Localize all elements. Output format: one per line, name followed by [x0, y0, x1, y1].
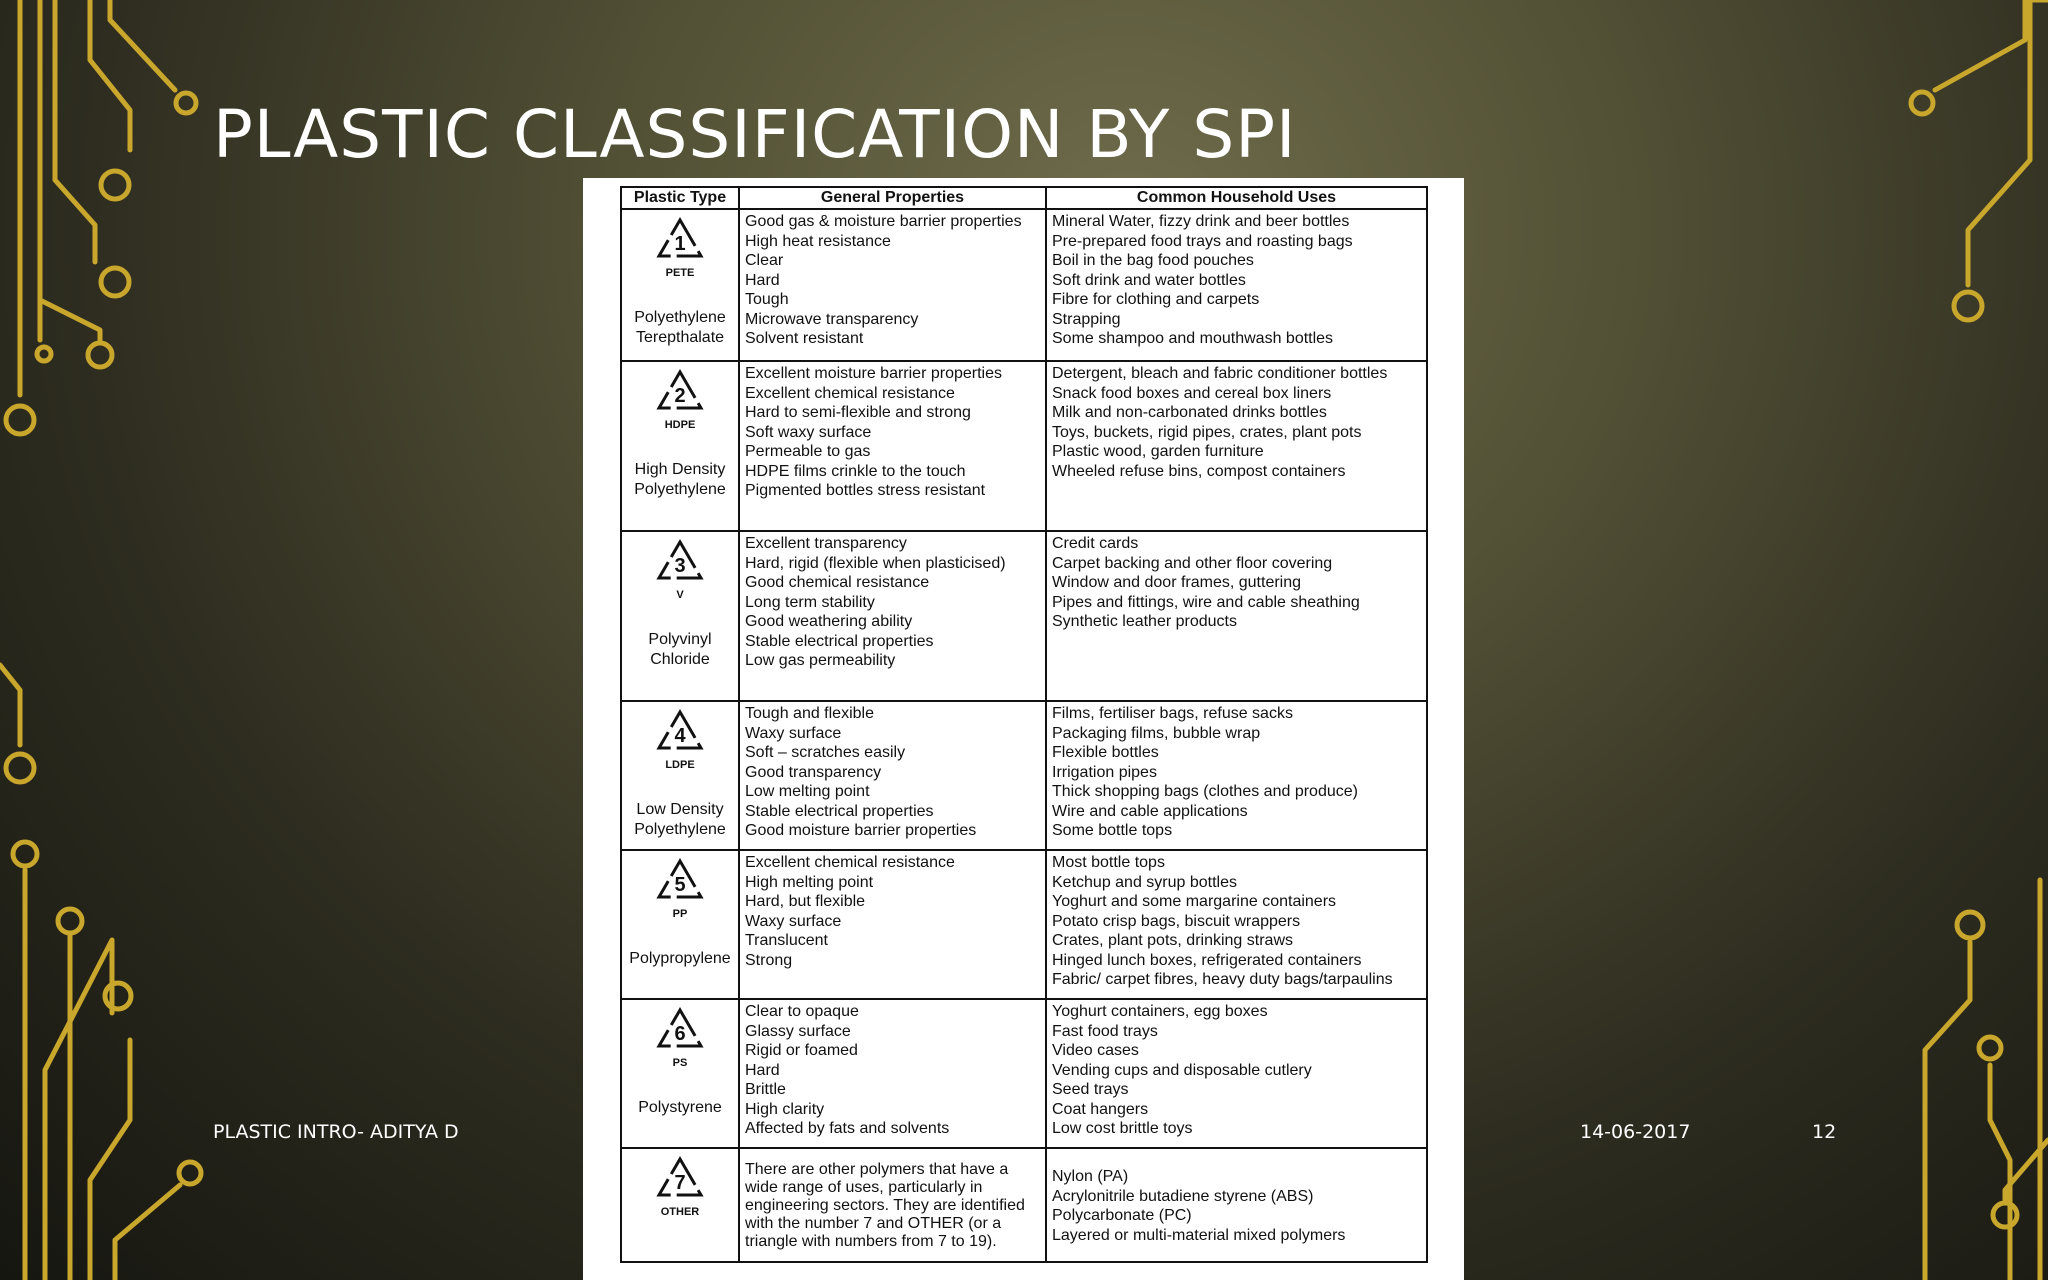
footer-author: PLASTIC INTRO- ADITYA D: [213, 1121, 459, 1143]
property-item: High heat resistance: [745, 232, 891, 250]
plastic-name: Polypropylene: [629, 949, 731, 967]
resin-code-number: 2: [674, 385, 686, 407]
use-item: Fabric/ carpet fibres, heavy duty bags/tarpaulins: [1052, 971, 1393, 988]
table-row: [621, 850, 1427, 999]
property-item: Good weathering ability: [745, 613, 913, 630]
property-item: Glassy surface: [745, 1022, 851, 1040]
resin-code-label: V: [676, 589, 684, 601]
property-item: Long term stability: [745, 593, 875, 611]
property-item: Brittle: [745, 1081, 786, 1098]
recycling-triangle-icon: [655, 1155, 705, 1201]
use-item: Wheeled refuse bins, compost containers: [1052, 462, 1346, 480]
use-item: Some bottle tops: [1052, 822, 1173, 839]
plastic-classification-table: [620, 186, 1428, 1263]
property-item: Waxy surface: [745, 912, 842, 930]
property-item: Stable electrical properties: [745, 802, 934, 820]
use-item: Detergent, bleach and fabric conditioner bottles: [1052, 365, 1388, 382]
use-item: Yoghurt containers, egg boxes: [1052, 1003, 1268, 1020]
use-item: Nylon (PA): [1052, 1168, 1129, 1185]
uses-cell: [1046, 1148, 1427, 1262]
recycling-triangle-icon: [655, 857, 705, 903]
use-item: Credit cards: [1052, 535, 1139, 552]
use-item: Synthetic leather products: [1052, 613, 1237, 630]
plastic-type-cell: [621, 850, 739, 999]
resin-code-label: HDPE: [664, 419, 696, 431]
resin-code-number: 3: [674, 555, 686, 577]
table-row: [621, 1148, 1427, 1262]
use-item: Most bottle tops: [1052, 854, 1165, 871]
uses-cell: [1046, 999, 1427, 1148]
property-item: Hard: [745, 1061, 780, 1079]
plastic-type-cell: [621, 531, 739, 701]
use-item: Films, fertiliser bags, refuse sacks: [1052, 705, 1293, 722]
property-item: Good moisture barrier properties: [745, 822, 977, 839]
property-item: HDPE films crinkle to the touch: [745, 462, 966, 480]
property-item: Low melting point: [745, 783, 870, 800]
property-item: Excellent chemical resistance: [745, 384, 955, 402]
property-item: Solvent resistant: [745, 330, 864, 347]
use-item: Crates, plant pots, drinking straws: [1052, 932, 1293, 949]
use-item: Fibre for clothing and carpets: [1052, 291, 1260, 308]
uses-cell: [1046, 701, 1427, 850]
properties-cell: [739, 209, 1046, 361]
property-item: Good gas & moisture barrier properties: [745, 213, 1022, 230]
resin-code-number: 6: [674, 1023, 686, 1045]
footer-date: 14-06-2017: [1580, 1121, 1691, 1143]
plastic-name: High Density Polyethylene: [634, 460, 726, 498]
property-item: Tough: [745, 291, 789, 308]
use-item: Toys, buckets, rigid pipes, crates, plant pots: [1052, 423, 1362, 441]
property-item: Affected by fats and solvents: [745, 1120, 950, 1137]
property-item: Soft – scratches easily: [745, 744, 906, 761]
plastic-type-cell: [621, 701, 739, 850]
use-item: Vending cups and disposable cutlery: [1052, 1061, 1312, 1079]
use-item: Acrylonitrile butadiene styrene (ABS): [1052, 1187, 1314, 1205]
resin-code-number: 4: [674, 725, 686, 747]
use-item: Polycarbonate (PC): [1052, 1207, 1192, 1224]
property-item: Excellent chemical resistance: [745, 854, 955, 871]
use-item: Potato crisp bags, biscuit wrappers: [1052, 912, 1301, 930]
property-item: Translucent: [745, 932, 828, 949]
uses-cell: [1046, 361, 1427, 531]
plastic-type-cell: [621, 1148, 739, 1262]
table-row: [621, 701, 1427, 850]
property-item: Microwave transparency: [745, 310, 919, 328]
property-item: Waxy surface: [745, 724, 842, 742]
plastic-name: Low Density Polyethylene: [634, 800, 726, 838]
use-item: Fast food trays: [1052, 1022, 1158, 1040]
properties-cell: [739, 701, 1046, 850]
recycling-triangle-icon: [655, 538, 705, 584]
property-item: Hard, rigid (flexible when plasticised): [745, 554, 1006, 572]
property-item: Clear to opaque: [745, 1003, 859, 1020]
resin-code-label: PS: [672, 1057, 688, 1069]
property-item: Hard, but flexible: [745, 893, 866, 910]
use-item: Plastic wood, garden furniture: [1052, 443, 1264, 460]
plastic-name: Polystyrene: [638, 1098, 722, 1116]
table-row: [621, 361, 1427, 531]
resin-code-number: 7: [674, 1172, 686, 1194]
use-item: Thick shopping bags (clothes and produce): [1052, 783, 1358, 800]
table-row: [621, 531, 1427, 701]
use-item: Some shampoo and mouthwash bottles: [1052, 330, 1334, 347]
use-item: Snack food boxes and cereal box liners: [1052, 384, 1332, 402]
use-item: Seed trays: [1052, 1081, 1129, 1098]
use-item: Mineral Water, fizzy drink and beer bottles: [1052, 213, 1350, 230]
use-item: Milk and non-carbonated drinks bottles: [1052, 404, 1327, 421]
property-item: Good transparency: [745, 763, 882, 781]
property-item: High clarity: [745, 1100, 825, 1118]
property-item: Soft waxy surface: [745, 423, 872, 441]
resin-code-number: 1: [674, 233, 686, 255]
property-item: Tough and flexible: [745, 705, 874, 722]
table-header-row: [621, 187, 1427, 209]
property-item: Excellent transparency: [745, 535, 907, 552]
uses-cell: [1046, 531, 1427, 701]
use-item: Strapping: [1052, 310, 1121, 328]
uses-cell: [1046, 850, 1427, 999]
use-item: Pipes and fittings, wire and cable sheathing: [1052, 593, 1360, 611]
use-item: Pre-prepared food trays and roasting bags: [1052, 232, 1353, 250]
property-item: Strong: [745, 951, 793, 969]
scanned-table-image: [583, 178, 1464, 1280]
table-row: [621, 209, 1427, 361]
use-item: Yoghurt and some margarine containers: [1052, 893, 1337, 910]
property-item: Clear: [745, 252, 784, 269]
use-item: Coat hangers: [1052, 1100, 1149, 1118]
header-household-uses: Common Household Uses: [1046, 187, 1427, 209]
table-row: [621, 999, 1427, 1148]
property-item: Pigmented bottles stress resistant: [745, 482, 986, 499]
slide-title: PLASTIC CLASSIFICATION BY SPI: [213, 96, 1297, 173]
use-item: Ketchup and syrup bottles: [1052, 873, 1238, 891]
header-general-properties: General Properties: [739, 187, 1046, 209]
property-item: Excellent moisture barrier properties: [745, 365, 1002, 382]
use-item: Window and door frames, guttering: [1052, 574, 1302, 591]
plastic-type-cell: [621, 209, 739, 361]
property-item: Good chemical resistance: [745, 574, 930, 591]
plastic-type-cell: [621, 999, 739, 1148]
property-item: Stable electrical properties: [745, 632, 934, 650]
properties-cell: [739, 999, 1046, 1148]
property-item: Hard to semi-flexible and strong: [745, 404, 971, 421]
header-plastic-type: Plastic Type: [621, 187, 739, 209]
properties-cell: [739, 361, 1046, 531]
slide-number: 12: [1812, 1121, 1837, 1143]
plastic-name: Polyethylene Terepthalate: [634, 308, 726, 346]
plastic-type-cell: [621, 361, 739, 531]
use-item: Hinged lunch boxes, refrigerated containers: [1052, 951, 1362, 969]
recycling-triangle-icon: [655, 708, 705, 754]
properties-cell: [739, 531, 1046, 701]
resin-code-label: PETE: [665, 267, 695, 279]
property-item: Low gas permeability: [745, 652, 896, 669]
property-item: Permeable to gas: [745, 443, 871, 460]
use-item: Flexible bottles: [1052, 744, 1159, 761]
recycling-triangle-icon: [655, 216, 705, 262]
recycling-triangle-icon: [655, 1006, 705, 1052]
property-item: There are other polymers that have a wide range of uses, particularly in engineering sectors. They are identified with the number 7 and OTHER (or a triangle with numbers from 7 to 19).: [745, 1161, 1025, 1250]
use-item: Irrigation pipes: [1052, 763, 1157, 781]
properties-cell: [739, 1148, 1046, 1262]
use-item: Soft drink and water bottles: [1052, 271, 1246, 289]
use-item: Video cases: [1052, 1042, 1139, 1059]
properties-cell: [739, 850, 1046, 999]
uses-cell: [1046, 209, 1427, 361]
plastic-name: Polyvinyl Chloride: [648, 630, 712, 668]
use-item: Boil in the bag food pouches: [1052, 252, 1254, 269]
use-item: Wire and cable applications: [1052, 802, 1248, 820]
resin-code-label: PP: [672, 908, 688, 920]
resin-code-label: LDPE: [665, 759, 695, 771]
use-item: Packaging films, bubble wrap: [1052, 724, 1261, 742]
recycling-triangle-icon: [655, 368, 705, 414]
resin-code-number: 5: [674, 874, 686, 896]
property-item: High melting point: [745, 873, 874, 891]
property-item: Hard: [745, 271, 780, 289]
use-item: Carpet backing and other floor covering: [1052, 554, 1333, 572]
resin-code-label: OTHER: [660, 1206, 700, 1218]
use-item: Low cost brittle toys: [1052, 1120, 1193, 1137]
use-item: Layered or multi-material mixed polymers: [1052, 1226, 1346, 1244]
property-item: Rigid or foamed: [745, 1042, 858, 1059]
